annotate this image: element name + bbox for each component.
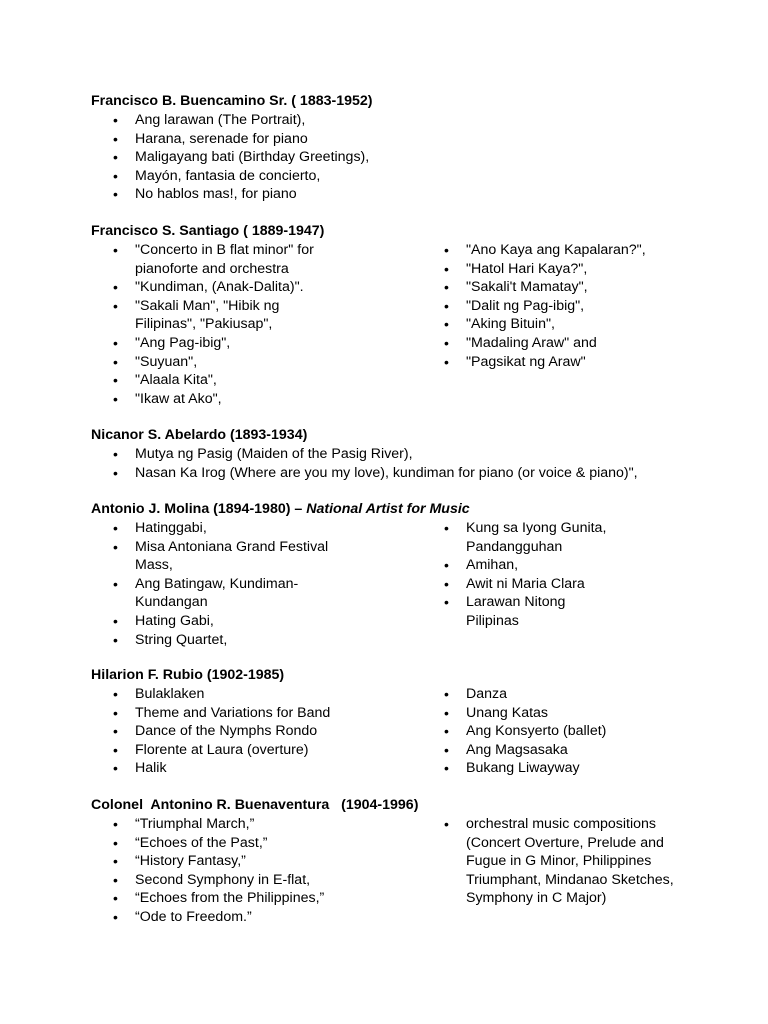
list-item: • Theme and Variations for Band — [91, 704, 422, 723]
list-item: • Mayón, fantasia de concierto, — [91, 167, 511, 186]
list-item: • Hating Gabi, — [91, 612, 343, 631]
list-item: • Awit ni Maria Clara — [422, 575, 612, 594]
list-item: • No hablos mas!, for piano — [91, 185, 511, 204]
list-item: • Unang Katas — [422, 704, 722, 723]
list-item: • "Sakali't Mamatay", — [422, 278, 722, 297]
list-item: • String Quartet, — [91, 631, 343, 650]
list-item: • Ang Magsasaka — [422, 741, 722, 760]
composer-heading — [91, 500, 728, 519]
list-item: • “Echoes from the Philippines,” — [91, 889, 422, 908]
composer-heading: Colonel Antonino R. Buenaventura (1904-1996) — [91, 797, 419, 813]
section-abelardo — [91, 426, 728, 482]
list-item: • Ang Konsyerto (ballet) — [422, 722, 722, 741]
composer-heading: Hilarion F. Rubio (1902-1985) — [91, 667, 285, 683]
section-buencamino — [91, 92, 728, 204]
works-list-left — [91, 519, 343, 649]
list-item: • "Aking Bituin", — [422, 315, 722, 334]
list-item: • Misa Antoniana Grand Festival Mass, — [91, 538, 343, 575]
list-item: • "Madaling Araw" and — [422, 334, 722, 353]
list-item: • orchestral music compositions (Concert Overture, Prelude and Fugue in G Minor, Philippines Triumphant, Mindanao Sketches, Symphony in C Major) — [422, 815, 692, 908]
works-list — [91, 445, 711, 482]
list-item: • "Ano Kaya ang Kapalaran?", — [422, 241, 722, 260]
composer-heading: Francisco S. Santiago ( 1889-1947) — [91, 223, 325, 239]
works-list-right — [422, 815, 692, 927]
list-item: • "Sakali Man", "Hibik ng Filipinas", "Pakiusap", — [91, 297, 343, 334]
composer-heading-text: Antonio J. Molina (1894-1980) – — [91, 501, 307, 517]
section-molina — [91, 500, 728, 649]
list-item: • Ang larawan (The Portrait), — [91, 111, 511, 130]
list-item: • “Ode to Freedom.” — [91, 908, 422, 927]
list-item: • Harana, serenade for piano — [91, 130, 511, 149]
list-item: • Mutya ng Pasig (Maiden of the Pasig River), — [91, 445, 711, 464]
list-item: • "Suyuan", — [91, 353, 343, 372]
composer-heading: Francisco B. Buencamino Sr. ( 1883-1952) — [91, 93, 373, 109]
list-item: • Bukang Liwayway — [422, 759, 722, 778]
list-item: • Dance of the Nymphs Rondo — [91, 722, 422, 741]
list-item: • Danza — [422, 685, 722, 704]
section-santiago — [91, 222, 728, 408]
list-item: • Florente at Laura (overture) — [91, 741, 422, 760]
list-item: • “Triumphal March,” — [91, 815, 422, 834]
list-item: • "Kundiman, (Anak-Dalita)". — [91, 278, 343, 297]
section-buenaventura — [91, 796, 728, 927]
list-item: • “History Fantasy,” — [91, 852, 422, 871]
list-item: • "Alaala Kita", — [91, 371, 343, 390]
list-item: • Halik — [91, 759, 422, 778]
works-list-left — [91, 815, 422, 927]
list-item: • Hatinggabi, — [91, 519, 343, 538]
works-list-left — [91, 685, 422, 778]
works-list-right — [422, 519, 612, 649]
list-item: • “Echoes of the Past,” — [91, 834, 422, 853]
list-item: • Nasan Ka Irog (Where are you my love), kundiman for piano (or voice & piano)", — [91, 464, 711, 483]
list-item: • Bulaklaken — [91, 685, 422, 704]
list-item: • Kung sa Iyong Gunita, Pandangguhan — [422, 519, 612, 556]
composer-heading: Nicanor S. Abelardo (1893-1934) — [91, 427, 308, 443]
section-rubio — [91, 666, 728, 778]
works-list-right — [422, 685, 722, 778]
composer-heading-title: National Artist for Music — [306, 501, 470, 517]
list-item: • "Hatol Hari Kaya?", — [422, 260, 722, 279]
list-item: • "Ang Pag-ibig", — [91, 334, 343, 353]
list-item: • "Pagsikat ng Araw" — [422, 353, 722, 372]
works-list — [91, 111, 511, 204]
list-item: • Ang Batingaw, Kundiman-Kundangan — [91, 575, 343, 612]
works-list-left — [91, 241, 343, 408]
list-item: • Maligayang bati (Birthday Greetings), — [91, 148, 511, 167]
list-item: • "Dalit ng Pag-ibig", — [422, 297, 722, 316]
works-list-right — [422, 241, 722, 408]
list-item: • "Ikaw at Ako", — [91, 390, 343, 409]
list-item: • "Concerto in B flat minor" for pianoforte and orchestra — [91, 241, 343, 278]
list-item: • Larawan Nitong Pilipinas — [422, 593, 612, 630]
list-item: • Second Symphony in E-flat, — [91, 871, 422, 890]
list-item: • Amihan, — [422, 556, 612, 575]
